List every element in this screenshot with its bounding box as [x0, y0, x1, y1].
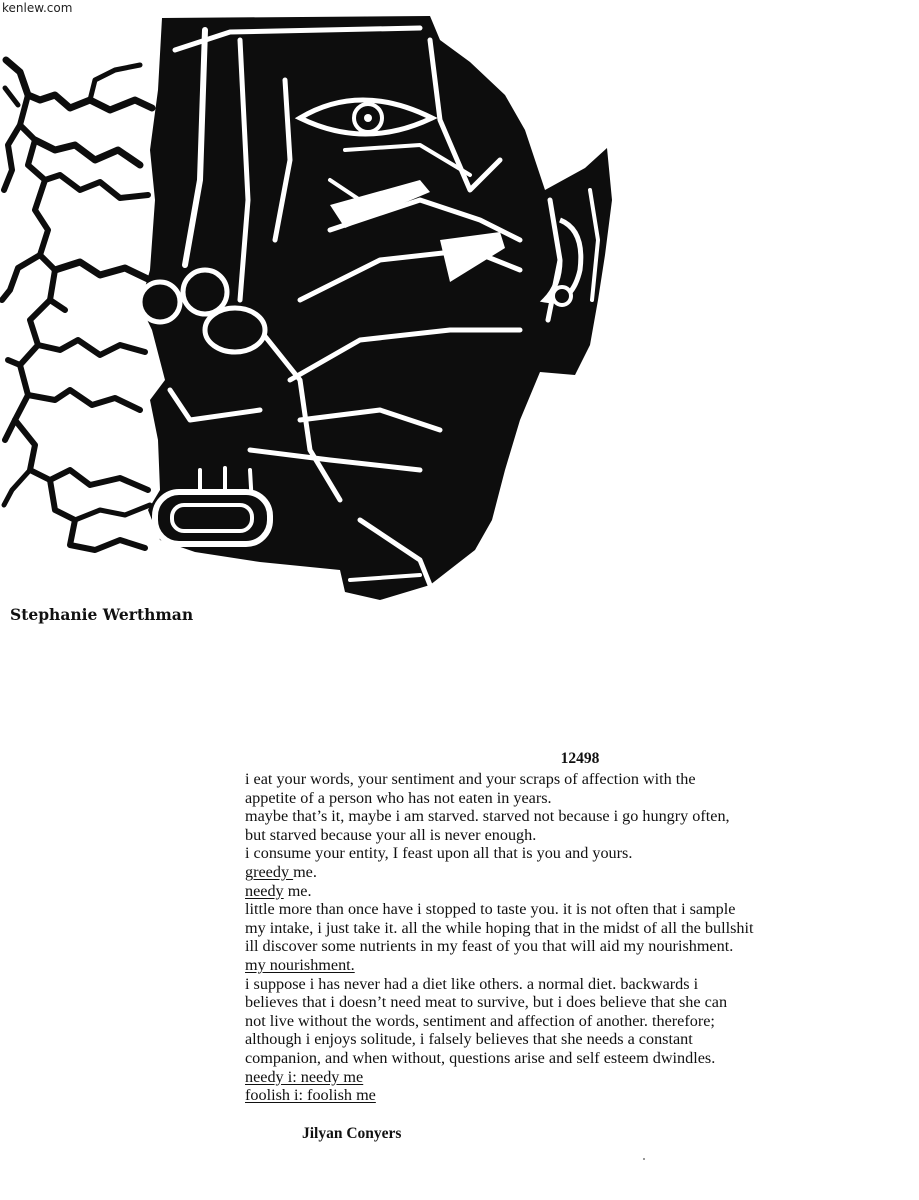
- poem-line-text: believes that i doesn’t need meat to survive, but i does believe that she can: [245, 993, 728, 1012]
- poem-line-text: i consume your entity, I feast upon all that is you and yours.: [245, 844, 633, 863]
- poem-underlined-text: needy i: needy me: [245, 1067, 364, 1086]
- poem-line-text: not live without the words, sentiment and affection of another. therefore;: [245, 1011, 715, 1030]
- poem-line: [245, 826, 885, 845]
- poem-line-text: ill discover some nutrients in my feast of you that will aid my nourishment.: [245, 937, 734, 956]
- poem-line: [245, 1030, 885, 1049]
- poem-line-text: maybe that’s it, maybe i am starved. starved not because i go hungry often,: [245, 807, 730, 826]
- poem-line: [245, 1086, 885, 1105]
- poem-line: [245, 844, 885, 863]
- poem-line: [245, 1012, 885, 1031]
- poem-line: [245, 975, 885, 994]
- poem-line-text: appetite of a person who has not eaten in years.: [245, 788, 552, 807]
- poem-line-text: although i enjoys solitude, i falsely believes that she needs a constant: [245, 1030, 693, 1049]
- poem-line: [245, 956, 885, 975]
- poem-line-text: but starved because your all is never enough.: [245, 825, 537, 844]
- poem-line: [245, 919, 885, 938]
- poem-line: [245, 1068, 885, 1087]
- artist-credit: Stephanie Werthman: [10, 605, 194, 624]
- poem-line: [245, 863, 885, 882]
- poem-line: [245, 937, 885, 956]
- poem-line: [245, 882, 885, 901]
- poem-line-text: i suppose i has never had a diet like others. a normal diet. backwards i: [245, 974, 699, 993]
- poem-line-text: companion, and when without, questions arise and self esteem dwindles.: [245, 1048, 716, 1067]
- poem-line: [245, 789, 885, 808]
- poem-author: Jilyan Conyers: [302, 1125, 402, 1142]
- poem-body: [245, 770, 885, 1105]
- poem-line-text: i eat your words, your sentiment and your scraps of affection with the: [245, 770, 696, 788]
- poem-line-text: me.: [293, 862, 317, 881]
- poem-line: [245, 807, 885, 826]
- poem-line: [245, 993, 885, 1012]
- poem-line: [245, 900, 885, 919]
- poem-title: 12498: [560, 750, 600, 767]
- watermark: kenlew.com: [2, 1, 73, 15]
- poem-line-text: little more than once have i stopped to taste you. it is not often that i sample: [245, 900, 736, 919]
- poem-line-text: me.: [283, 881, 312, 900]
- poem-underlined-text: needy: [245, 881, 284, 900]
- poem-line-text: my intake, i just take it. all the while hoping that in the midst of all the bullshit: [245, 918, 754, 937]
- poem-line: [245, 1049, 885, 1068]
- paper-speck: [643, 1158, 645, 1160]
- poem-line: [245, 770, 885, 789]
- poem-underlined-text: foolish i: foolish me: [245, 1086, 376, 1105]
- poem-underlined-text: my nourishment.: [245, 955, 355, 974]
- woodcut-face-artwork: [0, 14, 620, 604]
- poem-underlined-text: greedy: [245, 862, 294, 881]
- crack-lines: [2, 60, 152, 550]
